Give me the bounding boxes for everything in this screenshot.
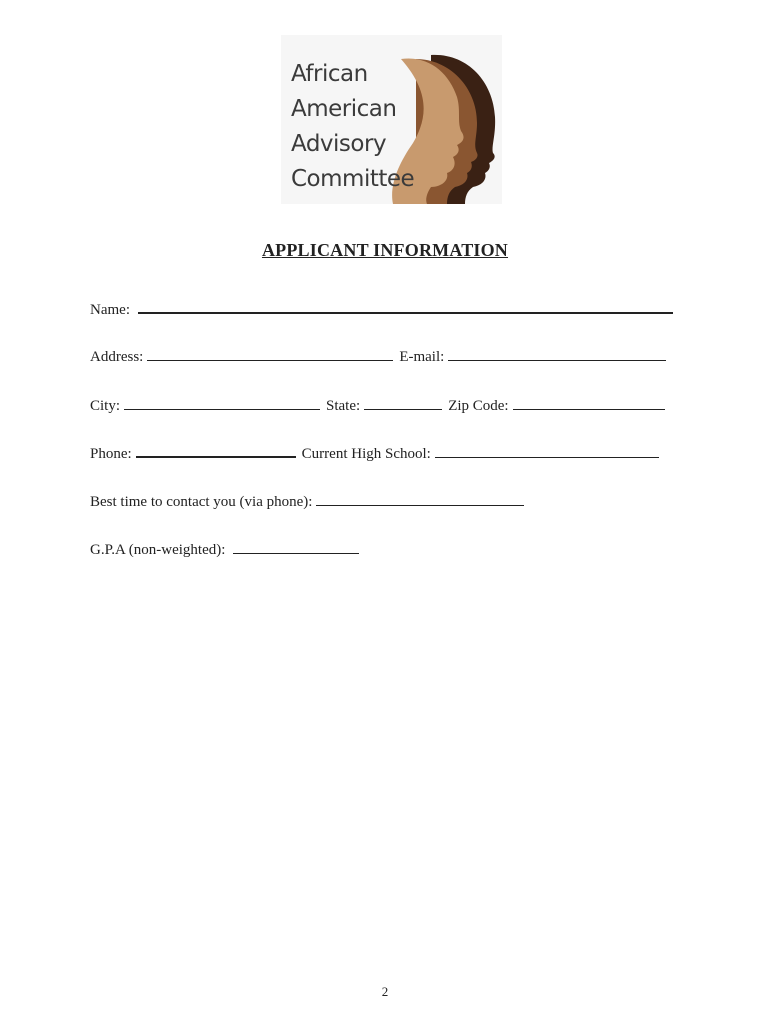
- logo-line: Advisory: [291, 131, 387, 157]
- address-field[interactable]: [147, 346, 393, 361]
- high-school-label: Current High School:: [301, 446, 431, 462]
- email-label: E-mail:: [399, 349, 445, 365]
- city-label: City:: [90, 398, 121, 414]
- logo-line: African: [291, 61, 368, 87]
- zip-label: Zip Code:: [448, 398, 509, 414]
- best-time-label: Best time to contact you (via phone):: [90, 494, 313, 510]
- best-time-field[interactable]: [316, 491, 524, 506]
- state-field[interactable]: [364, 395, 442, 410]
- city-field[interactable]: [124, 395, 320, 410]
- address-label: Address:: [90, 349, 144, 365]
- state-label: State:: [326, 398, 361, 414]
- phone-row: [90, 442, 665, 466]
- phone-field[interactable]: [136, 442, 296, 458]
- city-row: [90, 395, 671, 419]
- name-label: Name:: [90, 302, 130, 318]
- zip-field[interactable]: [513, 395, 665, 410]
- address-row: [90, 346, 672, 370]
- logo-line: American: [291, 96, 397, 122]
- gpa-row: [90, 539, 365, 563]
- page-title: APPLICANT INFORMATION: [261, 240, 509, 260]
- logo-wordmark: [291, 57, 414, 197]
- high-school-field[interactable]: [435, 443, 659, 458]
- gpa-field[interactable]: [233, 539, 359, 554]
- phone-label: Phone:: [90, 446, 132, 462]
- page-number: 2: [381, 984, 389, 999]
- logo-line: Committee: [291, 166, 415, 192]
- best-time-row: [90, 491, 530, 515]
- name-field[interactable]: [138, 298, 673, 314]
- email-field[interactable]: [448, 346, 666, 361]
- committee-logo: [281, 35, 502, 204]
- name-row: [90, 298, 679, 322]
- gpa-label: G.P.A (non-weighted):: [90, 542, 226, 558]
